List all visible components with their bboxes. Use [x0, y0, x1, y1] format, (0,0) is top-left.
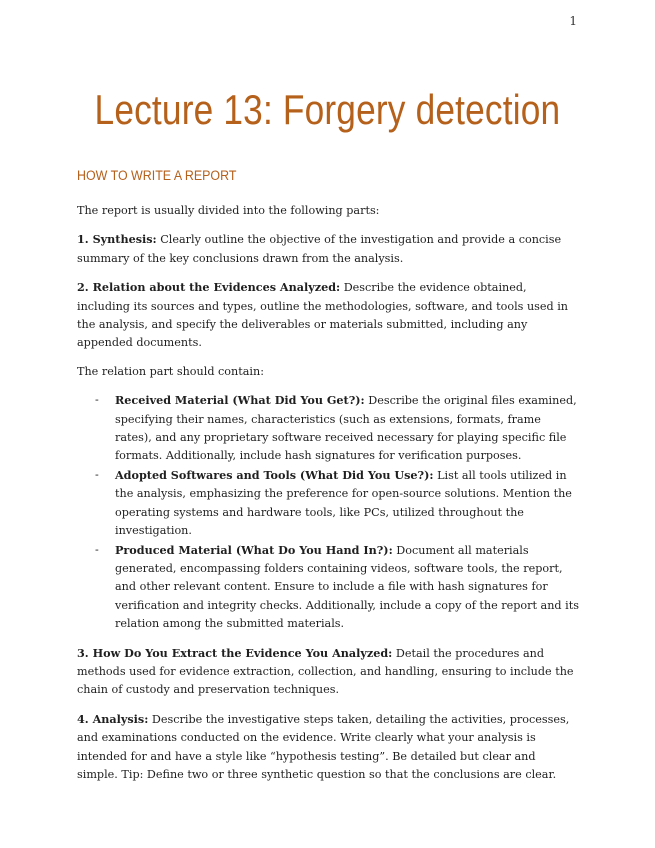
- section-heading: HOW TO WRITE A REPORT: [77, 168, 237, 183]
- extraction-paragraph: [77, 644, 579, 700]
- page-number: 1: [569, 14, 577, 28]
- relation-list: [77, 391, 579, 633]
- list-bullet: -: [95, 393, 99, 407]
- analysis-text: Describe the investigative steps taken, detailing the activities, processes, and examinations conducted on the evidence. Write clearly what your analysis is intended for and have a style like “hypothesis testing”. Be detailed but clear and simple. Tip: Define two or three synthetic question so that the conclusions are clear.: [77, 712, 570, 781]
- list-item-label: Adopted Softwares and Tools (What Did You Use?):: [115, 467, 434, 482]
- relation-text: Describe the evidence obtained, including its sources and types, outline the methodologies, software, and tools used in the analysis, and specify the deliverables or materials submitted, including any appended documents.: [77, 281, 569, 350]
- list-item-label: Received Material (What Did You Get?):: [115, 393, 365, 408]
- synthesis-paragraph: [77, 230, 579, 268]
- list-bullet: -: [95, 542, 99, 556]
- relation-label: 2. Relation about the Evidences Analyzed:: [77, 280, 341, 295]
- list-item-text: Document all materials generated, encompassing folders containing videos, software tools, the report, and other relevant content. Ensure to include a file with hash signatures for verification and integrity checks. Additionally, include a copy of the report and its relation among the submitted materials.: [115, 543, 579, 631]
- list-item: [77, 466, 579, 541]
- document-body: [77, 202, 579, 794]
- list-bullet: -: [95, 467, 99, 481]
- intro-paragraph: The report is usually divided into the following parts:: [77, 204, 380, 217]
- list-item: [77, 391, 579, 466]
- list-item-label: Produced Material (What Do You Hand In?):: [115, 542, 393, 557]
- synthesis-text: Clearly outline the objective of the investigation and provide a concise summary of the key conclusions drawn from the analysis.: [77, 233, 562, 265]
- list-item-text: List all tools utilized in the analysis, emphasizing the preference for open-source solutions. Mention the operating systems and hardware tools, like PCs, utilized throughout the investigation.: [115, 468, 572, 538]
- analysis-paragraph: [77, 710, 579, 785]
- synthesis-label: 1. Synthesis:: [77, 232, 157, 247]
- list-item: [77, 541, 579, 634]
- relation-intro-paragraph: The relation part should contain:: [77, 364, 264, 378]
- analysis-label: 4. Analysis:: [77, 711, 149, 726]
- relation-paragraph: [77, 278, 579, 353]
- list-item-text: Describe the original files examined, specifying their names, characteristics (such as extensions, formats, frame rates), and any proprietary software received necessary for playing specific file formats. Additionally, include hash signatures for verification purposes.: [115, 394, 577, 463]
- extraction-label: 3. How Do You Extract the Evidence You Analyzed:: [77, 645, 393, 660]
- page-title: Lecture 13: Forgery detection: [94, 86, 561, 133]
- extraction-text: Detail the procedures and methods used for evidence extraction, collection, and handling, ensuring to include the chain of custody and preservation techniques.: [77, 646, 574, 697]
